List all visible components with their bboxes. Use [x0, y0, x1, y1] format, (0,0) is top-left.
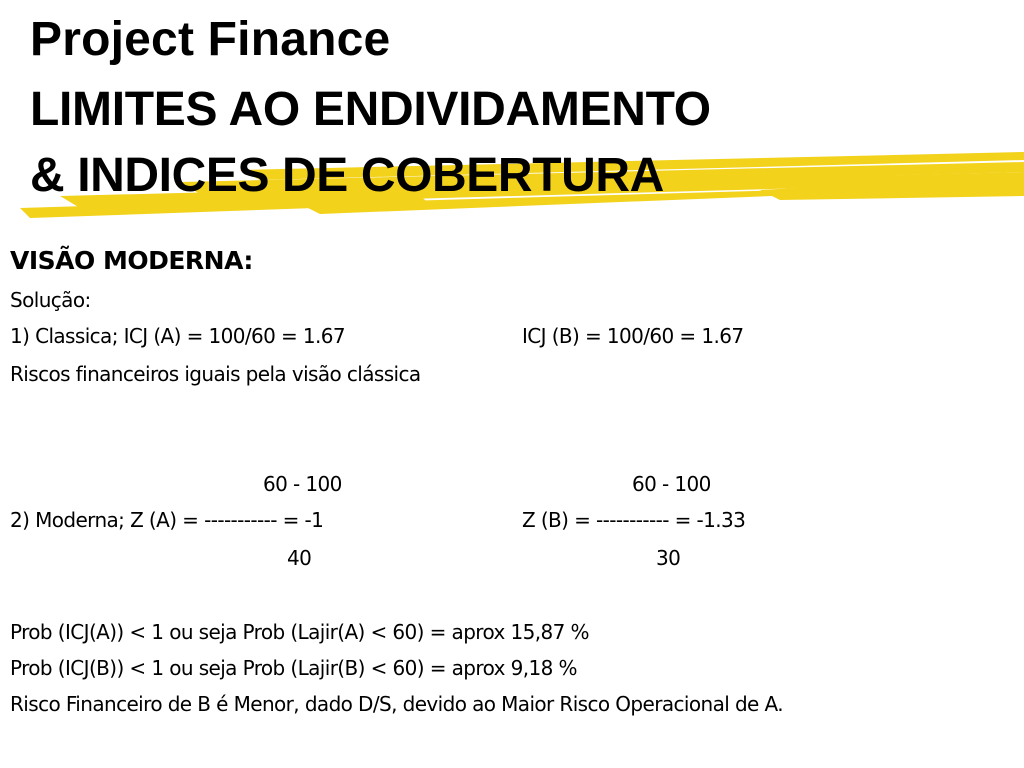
classica-icj-a: 1) Classica; ICJ (A) = 100/60 = 1.67 [10, 324, 346, 348]
solucao-label: Solução: [10, 288, 91, 312]
title-line-limites: LIMITES AO ENDIVIDAMENTO [30, 83, 711, 136]
z-a-equation: 2) Moderna; Z (A) = ----------- = -1 [10, 508, 324, 532]
z-b-equation: Z (B) = ----------- = -1.33 [522, 508, 746, 532]
riscos-text: Riscos financeiros iguais pela visão clássica [10, 362, 421, 386]
conclusao-text: Risco Financeiro de B é Menor, dado D/S, devido ao Maior Risco Operacional de A. [10, 692, 783, 716]
prob-b-text: Prob (ICJ(B)) < 1 ou seja Prob (Lajir(B) < 60) = aprox 9,18 % [10, 656, 577, 680]
classica-icj-b: ICJ (B) = 100/60 = 1.67 [522, 324, 744, 348]
z-b-numerator: 60 - 100 [632, 472, 711, 496]
title-line-indices: & INDICES DE COBERTURA [30, 149, 664, 202]
section-heading: VISÃO MODERNA: [10, 246, 253, 275]
z-b-denominator: 30 [656, 546, 681, 570]
title-line-project-finance: Project Finance [30, 13, 391, 66]
prob-a-text: Prob (ICJ(A)) < 1 ou seja Prob (Lajir(A) < 60) = aprox 15,87 % [10, 620, 589, 644]
z-a-denominator: 40 [287, 546, 312, 570]
z-a-numerator: 60 - 100 [263, 472, 342, 496]
